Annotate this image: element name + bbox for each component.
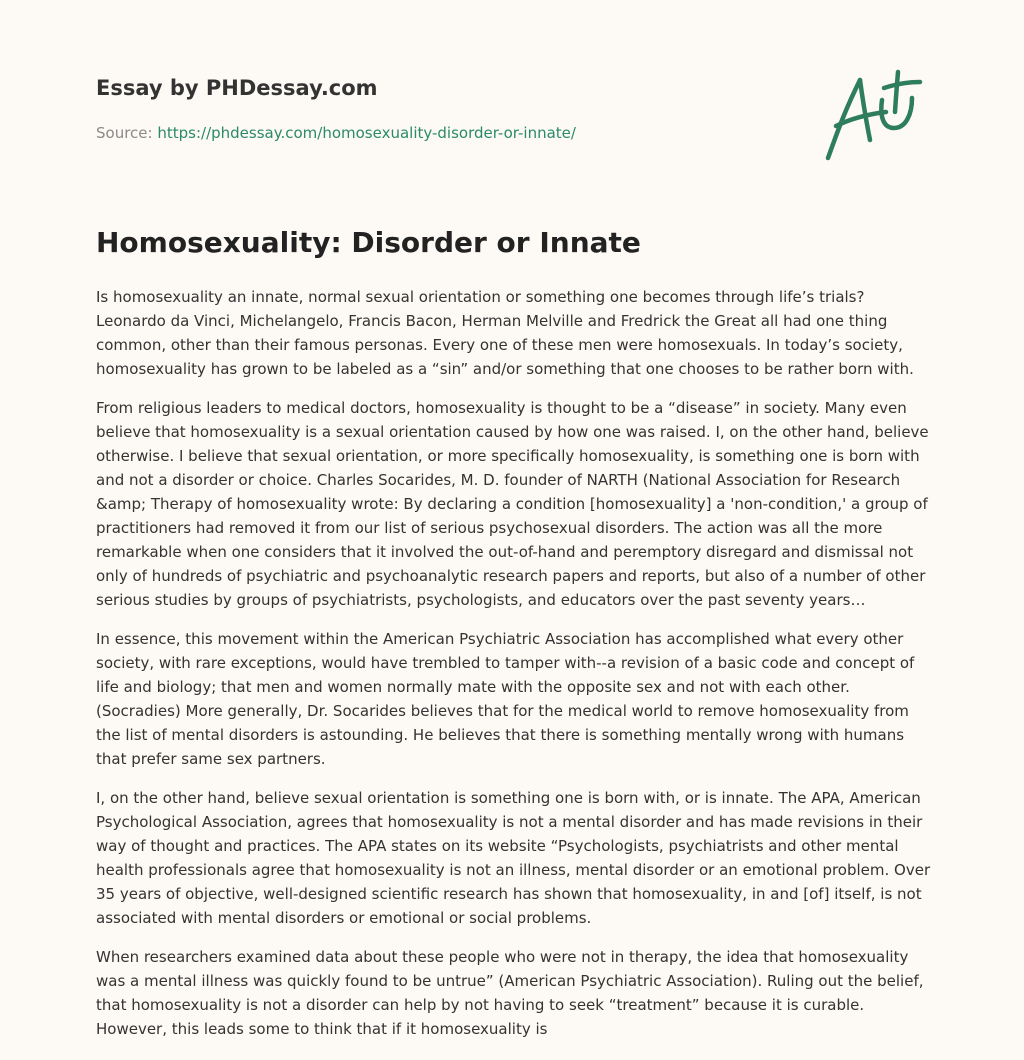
source-label: Source: xyxy=(96,124,153,142)
a-plus-grade-icon xyxy=(822,68,926,164)
essay-paragraph: In essence, this movement within the American Psychiatric Association has accomplished what every other society, with rare exceptions, would have trembled to tamper with--a revision of a basic code and concept of life and biology; that men and women normally mate with the opposite sex and not with each other. (Socradies) More generally, Dr. Socarides believes that for the medical world to remove homosexuality from the list of mental disorders is astounding. He believes that there is something mentally wrong with humans that prefer same sex partners. xyxy=(96,630,915,768)
essay-paragraph: When researchers examined data about these people who were not in therapy, the idea that homosexuality was a mental illness was quickly found to be untrue” (American Psychiatric Association). Ruling out the belief, that homosexuality is not a disorder can help by not having to seek “treatment” because it is curable. However, this leads some to think that if it homosexuality is xyxy=(96,948,924,1038)
essay-paragraph: Is homosexuality an innate, normal sexual orientation or something one becomes through life’s trials? Leonardo da Vinci, Michelangelo, Francis Bacon, Herman Melville and Fredrick the Great all had one thing common, other than their famous personas. Every one of these men were homosexuals. In today’s society, homosexuality has grown to be labeled as a “sin” and/or something that one chooses to be rather born with. xyxy=(96,288,914,378)
essay-body xyxy=(96,285,932,1056)
source-link[interactable]: https://phdessay.com/homosexuality-disorder-or-innate/ xyxy=(157,124,576,142)
essay-paragraph: I, on the other hand, believe sexual orientation is something one is born with, or is innate. The APA, American Psychological Association, agrees that homosexuality is not a mental disorder and has made revisions in their way of thought and practices. The APA states on its website “Psychologists, psychiatrists and other mental health professionals agree that homosexuality is not an illness, mental disorder or an emotional problem. Over 35 years of objective, well-designed scientific research has shown that homosexuality, in and [of] itself, is not associated with mental disorders or emotional or social problems. xyxy=(96,789,931,927)
essay-title: Homosexuality: Disorder or Innate xyxy=(96,226,641,259)
site-title: Essay by PHDessay.com xyxy=(96,76,378,100)
essay-paragraph: From religious leaders to medical doctors, homosexuality is thought to be a “disease” in society. Many even believe that homosexuality is a sexual orientation caused by how one was raised. I, on the other hand, believe otherwise. I believe that sexual orientation, or more specifically homosexuality, is something one is born with and not a disorder or choice. Charles Socarides, M. D. founder of NARTH (National Association for Research &amp; Therapy of homosexuality wrote: By declaring a condition [homosexuality] a 'non-condition,' a group of practitioners had removed it from our list of serious psychosexual disorders. The action was all the more remarkable when one considers that it involved the out-of-hand and peremptory disregard and dismissal not only of hundreds of psychiatric and psychoanalytic research papers and reports, but also of a number of other serious studies by groups of psychiatrists, psychologists, and educators over the past seventy years… xyxy=(96,399,929,609)
source-line xyxy=(96,124,576,142)
